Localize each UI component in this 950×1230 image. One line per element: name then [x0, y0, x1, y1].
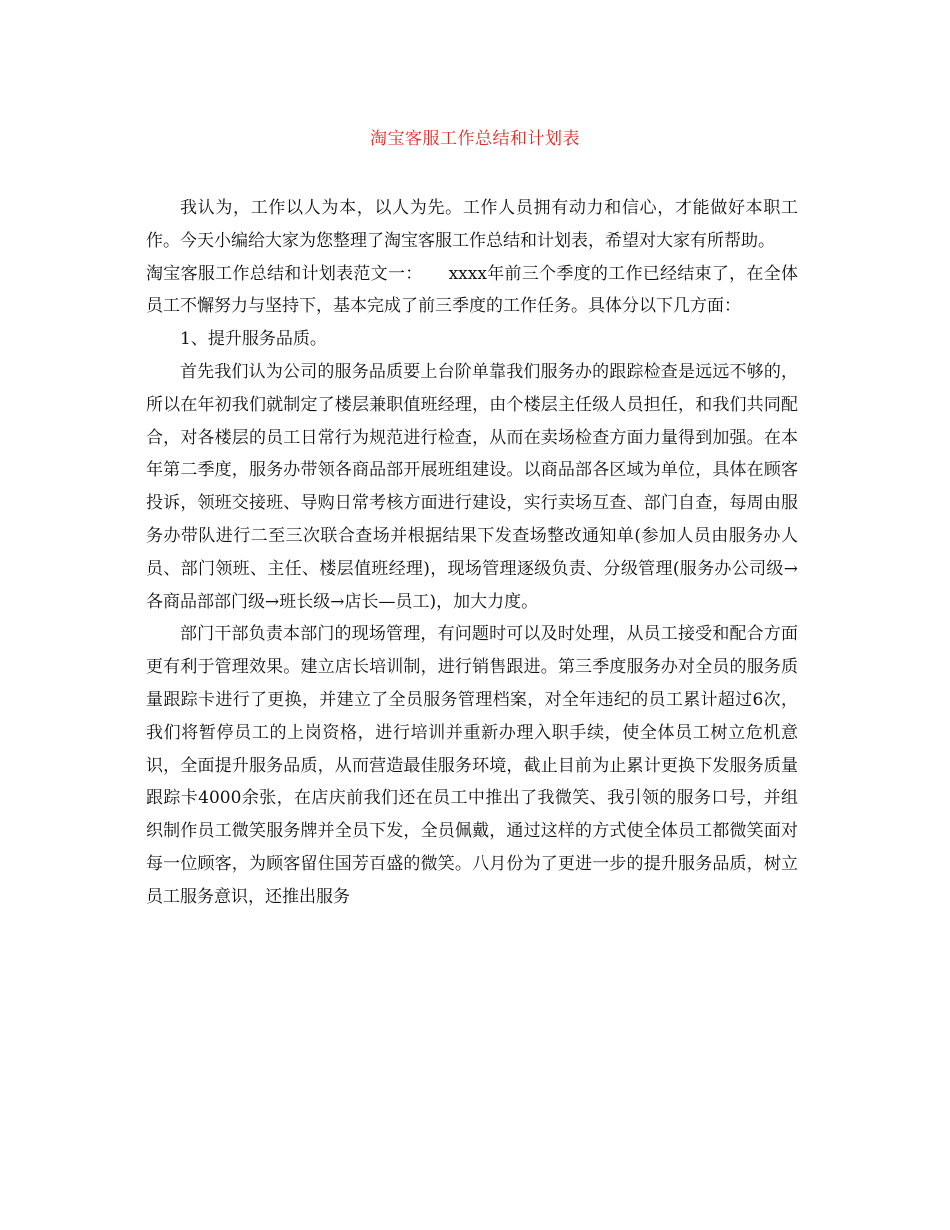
section-heading: 1、提升服务品质。: [180, 329, 327, 350]
document-title: 淘宝客服工作总结和计划表: [370, 129, 580, 149]
intro-paragraph: 我认为，工作以人为本，以人为先。工作人员拥有动力和信心，才能做好本职工作。今天小编给大家为您整理了淘宝客服工作总结和计划表，希望对大家有所帮助。: [146, 198, 798, 251]
body-paragraph: 首先我们认为公司的服务品质要上台阶单靠我们服务办的跟踪检查是远远不够的，所以在年初我们就制定了楼层兼职值班经理，由个楼层主任级人员担任，和我们共同配合，对各楼层的员工日常行为规范进行检查，从而在卖场检查方面力量得到加强。在本年第二季度，服务办带领各商品部开展班组建设。以商品部各区域为单位，具体在顾客投诉，领班交接班、导购日常考核方面进行建设，实行卖场互查、部门自查，每周由服务办带队进行二至三次联合查场并根据结果下发查场整改通知单(参加人员由服务办人员、部门领班、主任、楼层值班经理)，现场管理逐级负责、分级管理(服务办公司级→各商品部部门级→班长级→店长—员工)，加大力度。: [146, 361, 798, 612]
sample-heading-paragraph: 淘宝客服工作总结和计划表范文一： xxxx年前三个季度的工作已经结束了，在全体员工不懈努力与坚持下，基本完成了前三季度的工作任务。具体分以下几方面：: [146, 263, 798, 317]
body-paragraph: 部门干部负责本部门的现场管理，有问题时可以及时处理，从员工接受和配合方面更有利于管理效果。建立店长培训制，进行销售跟进。第三季度服务办对全员的服务质量跟踪卡进行了更换，并建立了全员服务管理档案，对全年违纪的员工累计超过6次，我们将暂停员工的上岗资格，进行培训并重新办理入职手续，使全体员工树立危机意识，全面提升服务品质，从而营造最佳服务环境，截止目前为止累计更换下发服务质量跟踪卡4000余张，在店庆前我们还在员工中推出了我微笑、我引领的服务口号，并组织制作员工微笑服务牌并全员下发，全员佩戴，通过这样的方式使全体员工都微笑面对每一位顾客，为顾客留住国芳百盛的微笑。八月份为了更进一步的提升服务品质，树立员工服务意识，还推出服务: [146, 624, 798, 907]
document-body: [146, 192, 798, 914]
